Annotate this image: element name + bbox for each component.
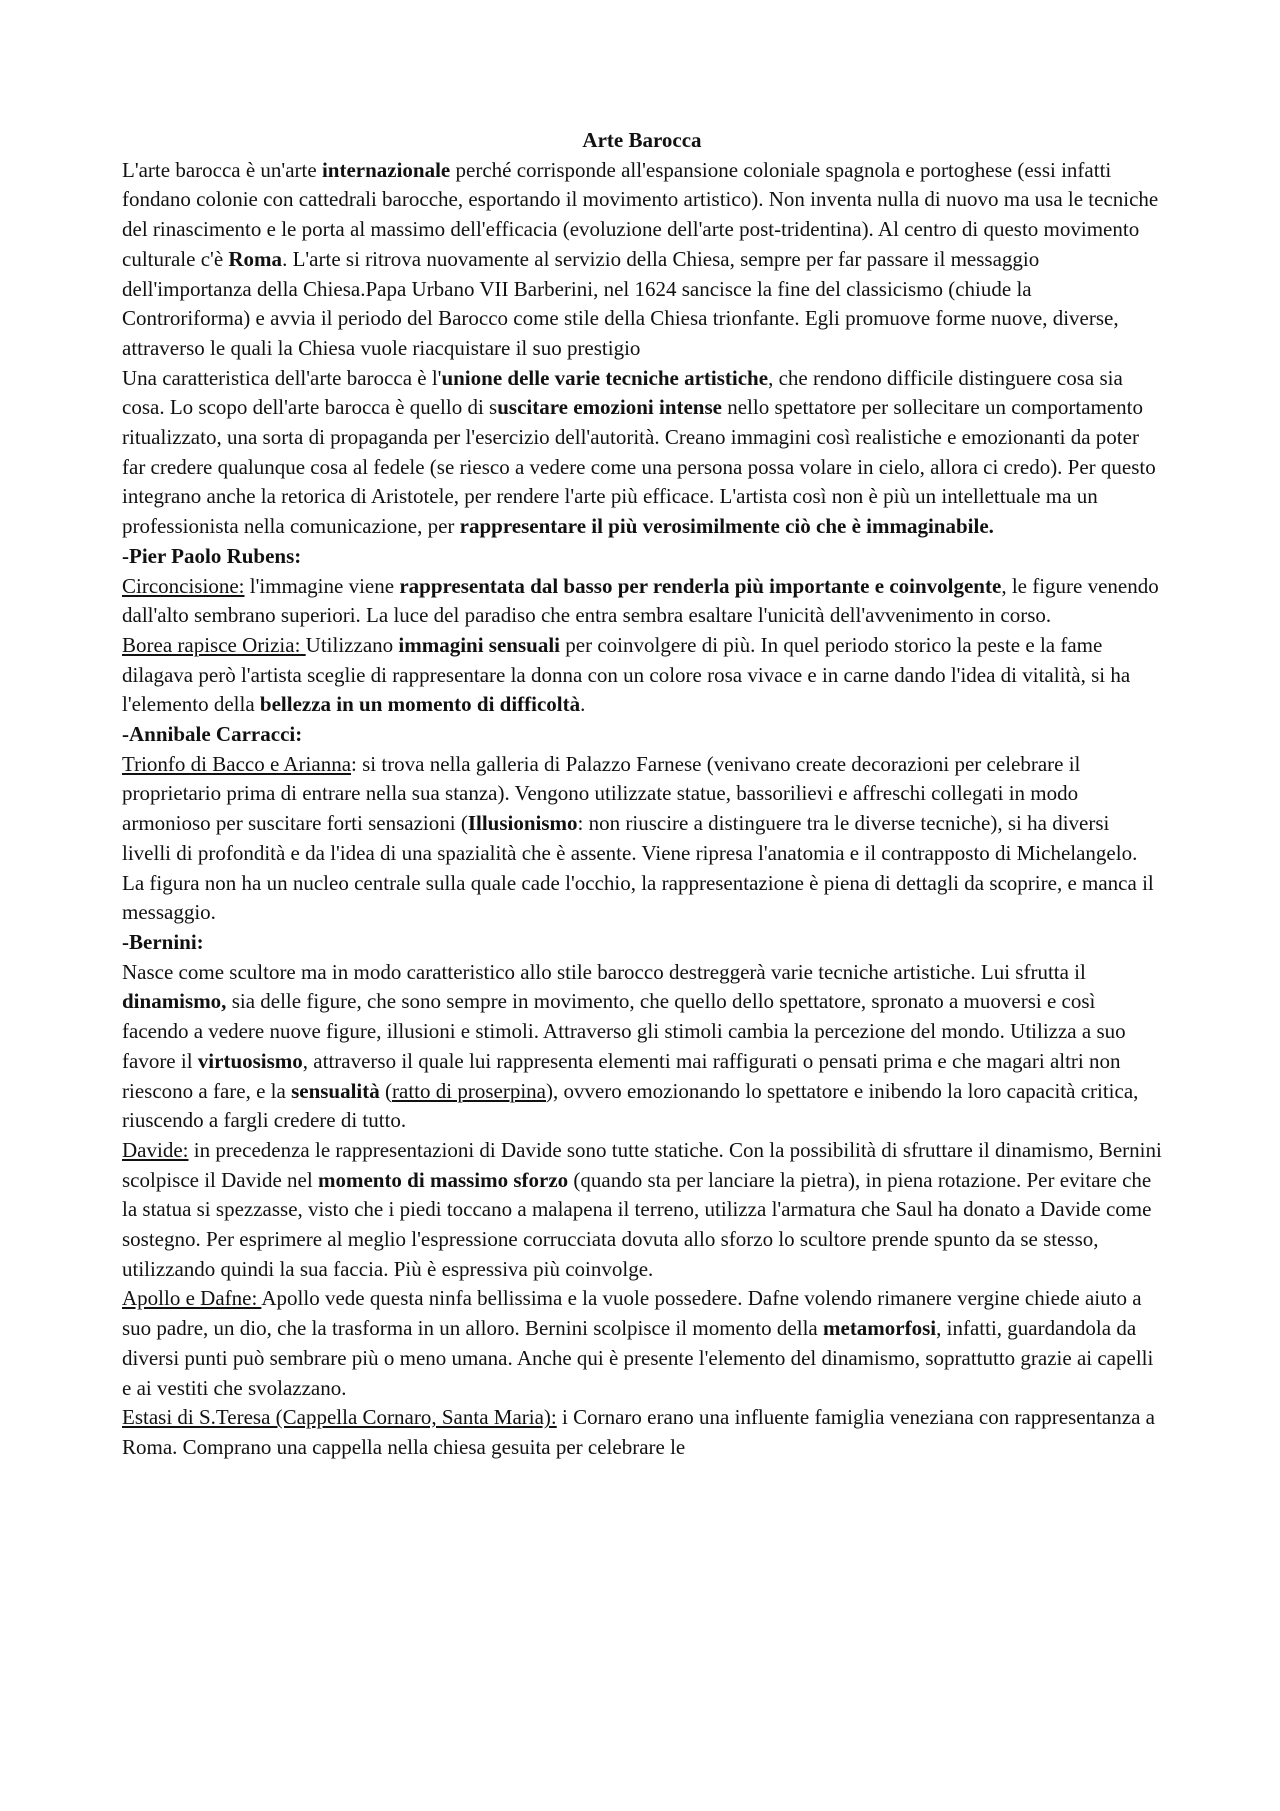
bernini-intro-paragraph: Nasce come scultore ma in modo caratteristico allo stile barocco destreggerà varie tecniche artistiche. Lui sfrutta il dinamismo, sia delle figure, che sono sempre in movimento, che quello dello spettatore, spronato a muoversi e così facendo a vedere nuove figure, illusioni e stimoli. Attraverso gli stimoli cambia la percezione del mondo. Utilizza a suo favore il virtuosismo, attraverso il quale lui rappresenta elementi mai raffigurati o pensati prima e che magari altri non riescono a fare, e la sensualità (ratto di proserpina), ovvero emozionando lo spettatore e inibendo la loro capacità critica, riuscendo a fargli credere di tutto. (122, 959, 1139, 1133)
estasi-label: Estasi di S.Teresa (Cappella Cornaro, Santa Maria): (122, 1405, 557, 1430)
bernini-heading: -Bernini: (122, 929, 204, 954)
borea-label: Borea rapisce Orizia: (122, 632, 306, 657)
estasi-paragraph: Estasi di S.Teresa (Cappella Cornaro, Santa Maria): i Cornaro erano una influente famiglia veneziana con rappresentanza a Roma. Comprano una cappella nella chiesa gesuita per celebrare le (122, 1405, 1155, 1459)
document-title: Arte Barocca (582, 128, 702, 152)
davide-label: Davide: (122, 1137, 189, 1162)
circoncisione-label: Circoncisione: (122, 573, 245, 598)
ratto-proserpina-label: ratto di proserpina (392, 1078, 546, 1103)
characteristics-paragraph: Una caratteristica dell'arte barocca è l'unione delle varie tecniche artistiche, che rendono difficile distinguere cosa sia cosa. Lo scopo dell'arte barocca è quello di suscitare emozioni intense nello spettatore per sollecitare un comportamento ritualizzato, una sorta di propaganda per l'esercizio dell'autorità. Creano immagini così realistiche e emozionanti da poter far credere qualunque cosa al fedele (se riesco a vedere come una persona possa volare in cielo, allora ci credo). Per questo integrano anche la retorica di Aristotele, per rendere l'arte più efficace. L'artista così non è più un intellettuale ma un professionista nella comunicazione, per rappresentare il più verosimilmente ciò che è immaginabile. (122, 365, 1156, 539)
intro-paragraph: L'arte barocca è un'arte internazionale perché corrisponde all'espansione coloniale spagnola e portoghese (essi infatti fondano colonie con cattedrali barocche, esportando il movimento artistico). Non inventa nulla di nuovo ma usa le tecniche del rinascimento e le porta al massimo dell'efficacia (evoluzione dell'arte post-tridentina). Al centro di questo movimento culturale c'è Roma. L'arte si ritrova nuovamente al servizio della Chiesa, sempre per far passare il messaggio dell'importanza della Chiesa.Papa Urbano VII Barberini, nel 1624 sancisce la fine del classicismo (chiude la Controriforma) e avvia il periodo del Barocco come stile della Chiesa trionfante. Egli promuove forme nuove, diverse, attraverso le quali la Chiesa vuole riacquistare il suo prestigio (122, 157, 1159, 360)
carracci-heading: -Annibale Carracci: (122, 722, 303, 747)
trionfo-paragraph: Trionfo di Bacco e Arianna: si trova nella galleria di Palazzo Farnese (venivano create decorazioni per celebrare il proprietario prima di entrare nella sua stanza). Vengono utilizzate statue, bassorilievi e affreschi collegati in modo armonioso per suscitare forti sensazioni (Illusionismo: non riuscire a distinguere tra le diverse tecniche), si ha diversi livelli di profondità e da l'idea di una spazialità che è assente. Viene ripresa l'anatomia e il contrapposto di Michelangelo. La figura non ha un nucleo centrale sulla quale cade l'occhio, la rappresentazione è piena di dettagli da scoprire, e manca il messaggio. (122, 751, 1154, 925)
trionfo-label: Trionfo di Bacco e Arianna (122, 751, 352, 776)
apollo-dafne-paragraph: Apollo e Dafne: Apollo vede questa ninfa bellissima e la vuole possedere. Dafne volendo rimanere vergine chiede aiuto a suo padre, un dio, che la trasforma in un alloro. Bernini scolpisce il momento della metamorfosi, infatti, guardandola da diversi punti può sembrare più o meno umana. Anche qui è presente l'elemento del dinamismo, soprattutto grazie ai capelli e ai vestiti che svolazzano. (122, 1286, 1154, 1400)
davide-paragraph: Davide: in precedenza le rappresentazioni di Davide sono tutte statiche. Con la possibilità di sfruttare il dinamismo, Bernini scolpisce il Davide nel momento di massimo sforzo (quando sta per lanciare la pietra), in piena rotazione. Per evitare che la statua si spezzasse, visto che i piedi toccano a malapena il terreno, utilizza l'armatura che Saul ha donato a Davide come sostegno. Per esprimere al meglio l'espressione corrucciata dovuta allo sforzo lo scultore prende spunto da se stesso, utilizzando quindi la sua faccia. Più è espressiva più coinvolge. (122, 1137, 1162, 1281)
rubens-heading: -Pier Paolo Rubens: (122, 543, 302, 568)
apollo-dafne-label: Apollo e Dafne: (122, 1286, 262, 1311)
borea-paragraph: Borea rapisce Orizia: Utilizzano immagini sensuali per coinvolgere di più. In quel periodo storico la peste e la fame dilagava però l'artista sceglie di rappresentare la donna con un colore rosa vivace e in carne dando l'idea di vitalità, si ha l'elemento della bellezza in un momento di difficoltà. (122, 632, 1131, 717)
circoncisione-paragraph: Circoncisione: l'immagine viene rappresentata dal basso per renderla più importante e coinvolgente, le figure venendo dall'alto sembrano superiori. La luce del paradiso che entra sembra esaltare l'unicità dell'avvenimento in corso. (122, 573, 1159, 628)
document-page (122, 126, 1162, 1463)
